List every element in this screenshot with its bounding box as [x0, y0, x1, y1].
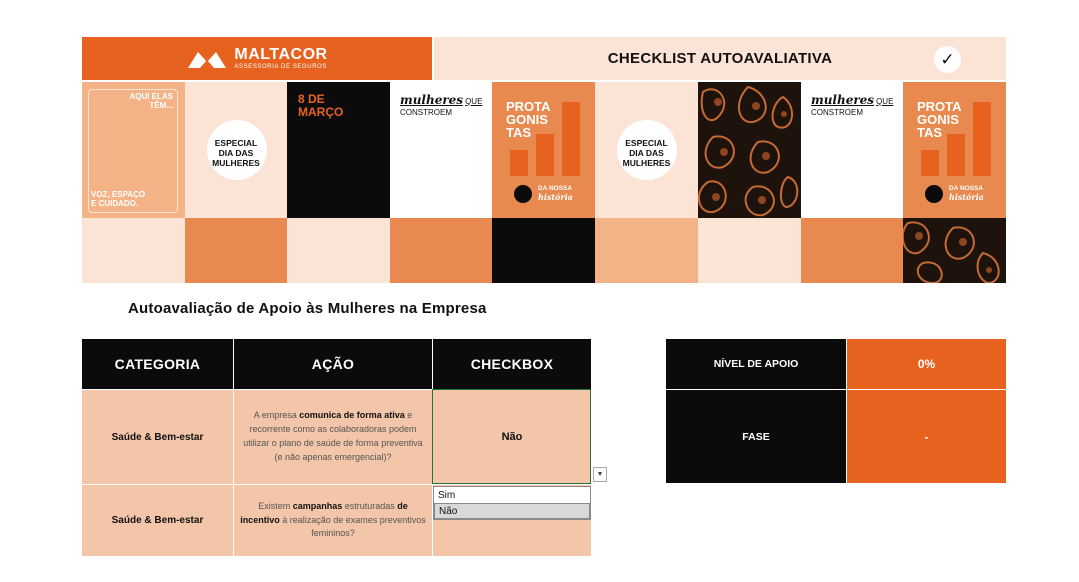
table-cell-categoria[interactable]: Saúde & Bem-estar [82, 485, 233, 556]
tile-text-especial: ESPECIAL DIA DAS MULHERES [212, 138, 260, 168]
tile-text-construem: CONSTROEM [811, 108, 863, 117]
acao-text-mid: estruturadas [342, 500, 398, 511]
banner-tile-especial-2 [595, 82, 698, 218]
dot-decoration [514, 185, 532, 203]
banner-block [390, 218, 492, 283]
bar-decoration [510, 150, 528, 176]
checkbox-cell[interactable]: Não [433, 390, 591, 484]
tile-text-historia [949, 186, 984, 202]
dropdown-arrow-button[interactable] [593, 467, 607, 482]
que-word: QUE [876, 97, 894, 106]
table-cell-acao[interactable] [234, 390, 432, 484]
tile-text-historia [538, 186, 573, 202]
acao-text-bold: campanhas [292, 500, 343, 511]
banner-block [595, 218, 698, 283]
bar-decoration [973, 102, 991, 176]
que-word: QUE [465, 97, 483, 106]
fase-label[interactable]: FASE [666, 390, 846, 483]
banner-tile-pattern [698, 82, 801, 218]
campaign-banner [82, 82, 1006, 283]
tile-text-aqui: AQUI ELAS TÊM... [129, 92, 173, 110]
dropdown-list [433, 486, 591, 520]
banner-block [492, 218, 595, 283]
mulheres-word: mulheres [400, 93, 464, 107]
banner-block [82, 218, 185, 283]
acao-text-bold: comunica de forma ativa [299, 410, 405, 421]
banner-block-pattern [903, 218, 1006, 283]
brand-header [82, 37, 432, 80]
acao-text-bold-2: de incentivo [240, 500, 408, 525]
da-nossa-text: DA NOSSA [949, 185, 984, 192]
banner-tile-mulheres [390, 82, 492, 218]
dot-decoration [925, 185, 943, 203]
tile-text-especial: ESPECIAL DIA DAS MULHERES [622, 138, 671, 168]
tile-text-construem: CONSTROEM [400, 108, 452, 117]
banner-tile-protagonistas [492, 82, 595, 218]
column-header-acao[interactable]: AÇÃO [234, 339, 432, 389]
banner-block [698, 218, 801, 283]
bar-decoration [921, 150, 939, 176]
fase-value[interactable]: - [847, 390, 1006, 483]
banner-tile-protagonistas-2 [903, 82, 1006, 218]
acao-text-post: e recorrente como as colaboradoras podem utilizar o plano de saúde de forma preventiva (e não apenas emergencial)? [243, 410, 423, 462]
checkmark-icon: ✓ [934, 46, 961, 73]
nivel-de-apoio-label[interactable]: NÍVEL DE APOIO [666, 339, 846, 389]
historia-text: história [538, 191, 573, 202]
tile-text-voz: VOZ, ESPAÇO E CUIDADO. [91, 190, 146, 209]
chevron-down-icon: ▼ [596, 471, 604, 478]
acao-text [240, 500, 426, 542]
mulheres-word: mulheres [811, 93, 875, 107]
acao-text-pre: A empresa [253, 410, 300, 421]
banner-tile-especial [185, 82, 287, 218]
brand-text [234, 47, 327, 70]
banner-block [287, 218, 390, 283]
dropdown-option-nao[interactable]: Não [434, 503, 590, 519]
table-cell-acao[interactable] [234, 485, 432, 556]
brand-name: MALTACOR [234, 46, 328, 63]
column-header-categoria[interactable]: CATEGORIA [82, 339, 233, 389]
bar-decoration [947, 134, 965, 176]
column-header-checkbox[interactable]: CHECKBOX [433, 339, 591, 389]
banner-tile-mulheres-2 [801, 82, 903, 218]
maltacor-logo-icon [186, 48, 228, 70]
da-nossa-text: DA NOSSA [538, 185, 573, 192]
table-cell-categoria[interactable]: Saúde & Bem-estar [82, 390, 233, 484]
banner-tile-voz [82, 82, 185, 218]
nivel-de-apoio-value[interactable]: 0% [847, 339, 1006, 389]
brand-subtitle: ASSESSORIA DE SEGUROS [234, 64, 328, 70]
tile-text-date: 8 DE MARÇO [298, 92, 344, 119]
historia-text: história [949, 191, 984, 202]
acao-text-pre: Existem [258, 500, 293, 511]
floral-pattern [903, 218, 1006, 283]
bar-decoration [536, 134, 554, 176]
banner-block [801, 218, 903, 283]
tile-text-mulheres [811, 93, 893, 107]
dropdown-option-sim[interactable]: Sim [438, 489, 456, 501]
page-title: CHECKLIST AUTOAVALIATIVA [607, 50, 833, 67]
tile-text-protagonistas: PROTA GONIS TAS [917, 99, 962, 140]
banner-tile-date [287, 82, 390, 218]
floral-pattern [698, 82, 801, 218]
tile-text-protagonistas: PROTA GONIS TAS [506, 99, 551, 140]
title-header [434, 37, 1006, 80]
section-title: Autoavaliação de Apoio às Mulheres na Empresa [128, 300, 487, 317]
tile-text-mulheres [400, 93, 482, 107]
acao-text-post: à realização de exames preventivos femininos? [279, 514, 426, 539]
acao-text [240, 409, 426, 465]
bar-decoration [562, 102, 580, 176]
banner-block [185, 218, 287, 283]
